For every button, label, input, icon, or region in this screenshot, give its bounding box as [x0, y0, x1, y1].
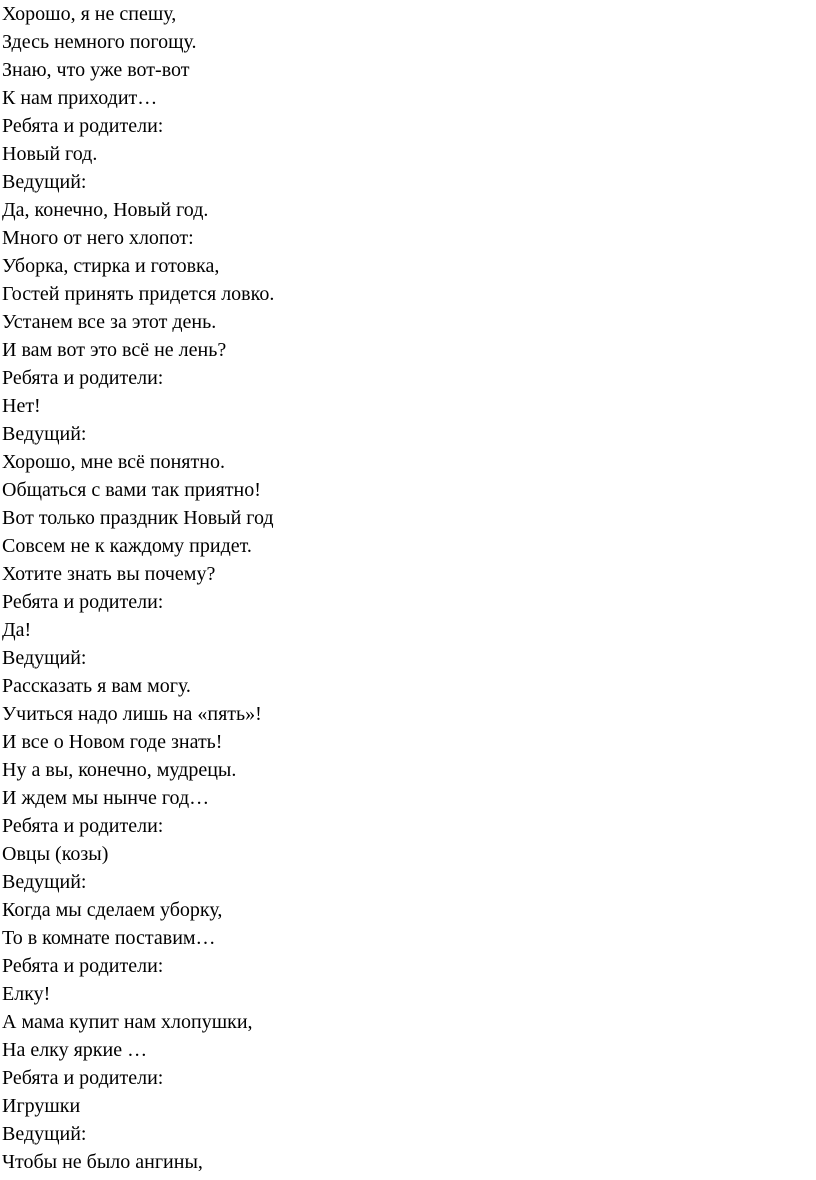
script-text: [2, 0, 274, 1176]
text-line: Хорошо, я не спешу,: [2, 3, 177, 25]
speaker-line: Ребята и родители:: [2, 115, 164, 137]
speaker-line: Ребята и родители:: [2, 955, 164, 977]
text-line: Нет!: [2, 395, 41, 417]
text-line: Чтобы не было ангины,: [2, 1151, 203, 1173]
text-line: Игрушки: [2, 1095, 81, 1117]
text-line: Здесь немного погощу.: [2, 31, 197, 53]
text-line: Знаю, что уже вот-вот: [2, 59, 190, 81]
text-line: Хорошо, мне всё понятно.: [2, 451, 225, 473]
text-line: Елку!: [2, 983, 51, 1005]
speaker-line: Ребята и родители:: [2, 367, 164, 389]
text-line: Хотите знать вы почему?: [2, 563, 216, 585]
speaker-line: Ведущий:: [2, 171, 87, 193]
text-line: Вот только праздник Новый год: [2, 507, 274, 529]
text-line: Гостей принять придется ловко.: [2, 283, 275, 305]
text-line: На елку яркие …: [2, 1039, 148, 1061]
text-line: И все о Новом годе знать!: [2, 731, 223, 753]
text-line: Да!: [2, 619, 32, 641]
text-line: Да, конечно, Новый год.: [2, 199, 209, 221]
text-line: И ждем мы нынче год…: [2, 787, 210, 809]
speaker-line: Ведущий:: [2, 423, 87, 445]
speaker-line: Ребята и родители:: [2, 815, 164, 837]
speaker-line: Ребята и родители:: [2, 1067, 164, 1089]
text-line: К нам приходит…: [2, 87, 158, 109]
text-line: То в комнате поставим…: [2, 927, 216, 949]
text-line: Овцы (козы): [2, 843, 109, 865]
text-line: А мама купит нам хлопушки,: [2, 1011, 253, 1033]
text-line: Новый год.: [2, 143, 98, 165]
speaker-line: Ведущий:: [2, 647, 87, 669]
text-line: И вам вот это всё не лень?: [2, 339, 227, 361]
speaker-line: Ведущий:: [2, 1123, 87, 1145]
speaker-line: Ребята и родители:: [2, 591, 164, 613]
text-line: Общаться с вами так приятно!: [2, 479, 261, 501]
text-line: Совсем не к каждому придет.: [2, 535, 252, 557]
text-line: Устанем все за этот день.: [2, 311, 217, 333]
text-line: Ну а вы, конечно, мудрецы.: [2, 759, 237, 781]
text-line: Уборка, стирка и готовка,: [2, 255, 220, 277]
speaker-line: Ведущий:: [2, 871, 87, 893]
text-line: Рассказать я вам могу.: [2, 675, 191, 697]
text-line: Учиться надо лишь на «пять»!: [2, 703, 262, 725]
text-line: Много от него хлопот:: [2, 227, 194, 249]
text-line: Когда мы сделаем уборку,: [2, 899, 223, 921]
